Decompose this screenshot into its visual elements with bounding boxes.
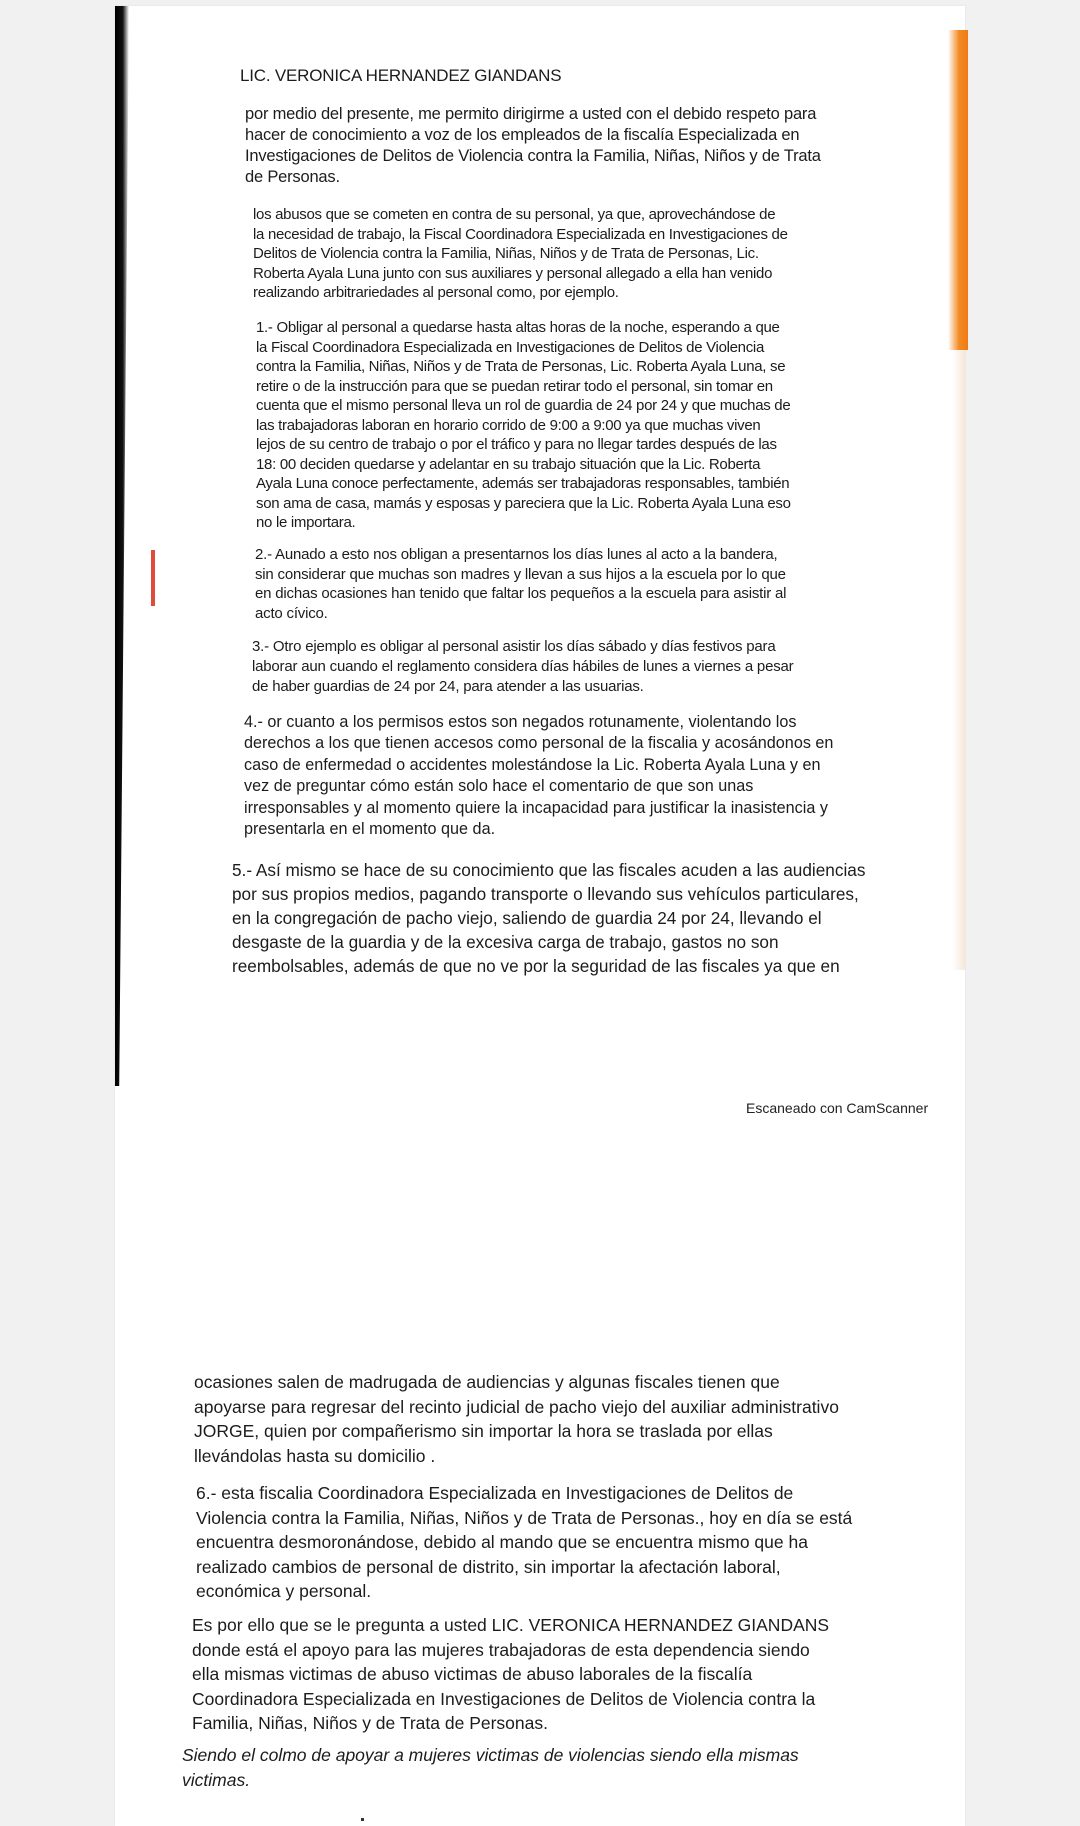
addressee: LIC. VERONICA HERNANDEZ GIANDANS: [240, 66, 562, 85]
point-6: 6.- esta fiscalia Coordinadora Especializada en Investigaciones de Delitos de Violencia contra la Familia, Niñas, Niños y de Trata de Personas., hoy en día se está encuentra desmoronándose, debido al mando que se encuentra mismo que ha realizado cambios de personal de distrito, sin importar la afectación laboral, económica y personal.: [196, 1483, 853, 1601]
point-5: 5.- Así mismo se hace de su conocimiento que las fiscales acuden a las audiencias por sus propios medios, pagando transporte o llevando sus vehículos particulares, en la congregación de pacho viejo, saliendo de guardia 24 por 24, llevando el desgaste de la guardia y de la excesiva carga de trabajo, gastos no son reembolsables, además de que no ve por la seguridad de las fiscales ya que en: [232, 860, 866, 976]
point-4: 4.- or cuanto a los permisos estos son negados rotunamente, violentando los derechos a los que tienen accesos como personal de la fiscalia y acosándonos en caso de enfermedad o accidentes molestándose la Lic. Roberta Ayala Luna y en vez de preguntar cómo están solo hace el comentario de que son unas irresponsables y al momento quiere la incapacidad para justificar la inasistencia y presentarla en el momento que da.: [244, 713, 834, 839]
scan-edge-tint: [952, 350, 966, 970]
point-1: 1.- Obligar al personal a quedarse hasta altas horas de la noche, esperando a que la Fiscal Coordinadora Especializada en Investigaciones de Delitos de Violencia contra la Familia, Niñas, Niños y de Trata de Personas, Lic. Roberta Ayala Luna, se retire o de la instrucción para que se puedan retirar todo el personal, sin tomar en cuenta que el mismo personal lleva un rol de guardia de 24 por 24 y que muchas de las trabajadoras laboran en horario corrido de 9:00 a 9:00 ya que muchas viven lejos de su centro de trabajo o por el tráfico y para no llegar tardes después de las 18: 00 deciden quedarse y adelantar en su trabajo situación que la Lic. Roberta Ayala Luna conoce perfectamente, además ser trabajadoras responsables, también son ama de casa, mamás y esposas y pareciera que la Lic. Roberta Ayala Luna eso no le importara.: [256, 319, 791, 531]
closing-paragraph: Siendo el colmo de apoyar a mujeres victimas de violencias siendo ella mismas victimas.: [182, 1745, 799, 1790]
speck: [361, 1818, 364, 1821]
continuation-paragraph: ocasiones salen de madrugada de audiencias y algunas fiscales tienen que apoyarse para regresar del recinto judicial de pacho viejo del auxiliar administrativo JORGE, quien por compañerismo sin importar la hora se traslada por ellas llevándolas hasta su domicilio .: [194, 1372, 839, 1466]
scanner-note: Escaneado con CamScanner: [746, 1100, 929, 1116]
margin-mark: [151, 550, 155, 606]
scan-edge-orange: [948, 30, 968, 350]
point-3: 3.- Otro ejemplo es obligar al personal asistir los días sábado y días festivos para laborar aun cuando el reglamento considera días hábiles de lunes a viernes a pesar de haber guardias de 24 por 24, para atender a las usuarias.: [252, 638, 794, 695]
intro-paragraph: por medio del presente, me permito dirigirme a usted con el debido respeto para hacer de conocimiento a voz de los empleados de la fiscalía Especializada en Investigaciones de Delitos de Violencia contra la Familia, Niñas, Niños y de Trata de Personas.: [245, 105, 821, 186]
abuses-paragraph: los abusos que se cometen en contra de su personal, ya que, aprovechándose de la necesidad de trabajo, la Fiscal Coordinadora Especializada en Investigaciones de Delitos de Violencia contra la Familia, Niñas, Niños y de Trata de Personas, Lic. Roberta Ayala Luna junto con sus auxiliares y personal allegado a ella han venido realizando arbitrariedades al personal como, por ejemplo.: [253, 206, 788, 302]
point-2: 2.- Aunado a esto nos obligan a presentarnos los días lunes al acto a la bandera, sin considerar que muchas son madres y llevan a sus hijos a la escuela por lo que en dichas ocasiones han tenido que faltar los pequeños a la escuela para asistir al acto cívico.: [255, 546, 787, 622]
question-paragraph: Es por ello que se le pregunta a usted LIC. VERONICA HERNANDEZ GIANDANS donde está el apoyo para las mujeres trabajadoras de esta dependencia siendo ella mismas victimas de abuso victimas de abuso laborales de la fiscalía Coordinadora Especializada en Investigaciones de Delitos de Violencia contra la Familia, Niñas, Niños y de Trata de Personas.: [192, 1615, 830, 1733]
